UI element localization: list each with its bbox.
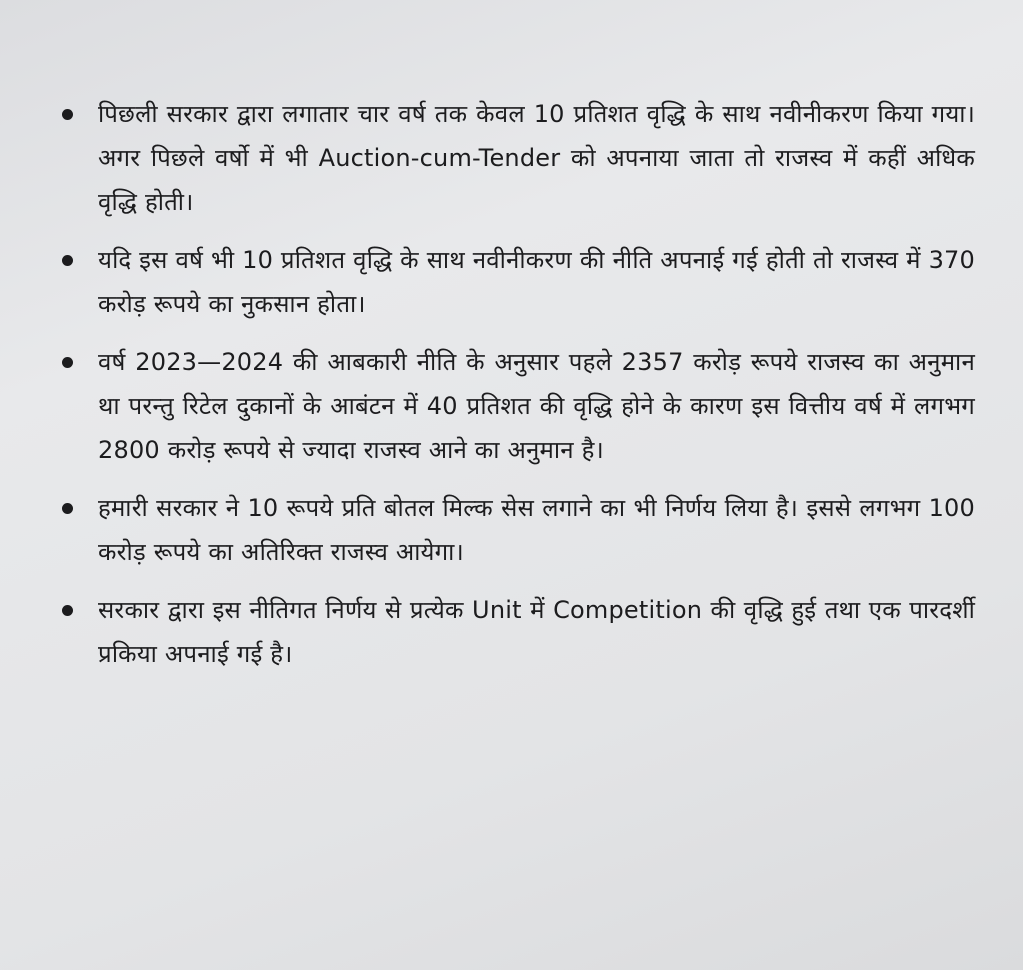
bullet-point-icon [62, 605, 73, 616]
bullet-list [60, 92, 975, 690]
bullet-point-icon [62, 503, 73, 514]
list-item [60, 238, 975, 326]
bullet-point-icon [62, 357, 73, 368]
list-item [60, 92, 975, 224]
bullet-text: हमारी सरकार ने 10 रूपये प्रति बोतल मिल्क सेस लगाने का भी निर्णय लिया है। इससे लगभग 100 करोड़ रूपये का अतिरिक्त राजस्व आयेगा। [98, 494, 975, 566]
list-item [60, 340, 975, 472]
bullet-point-icon [62, 255, 73, 266]
bullet-text: वर्ष 2023—2024 की आबकारी नीति के अनुसार पहले 2357 करोड़ रूपये राजस्व का अनुमान था परन्तु रिटेल दुकानों के आबंटन में 40 प्रतिशत की वृद्धि होने के कारण इस वित्तीय वर्ष में लगभग 2800 करोड़ रूपये से ज्यादा राजस्व आने का अनुमान है। [98, 348, 975, 464]
list-item [60, 588, 975, 676]
bullet-text: यदि इस वर्ष भी 10 प्रतिशत वृद्धि के साथ नवीनीकरण की नीति अपनाई गई होती तो राजस्व में 370 करोड़ रूपये का नुकसान होता। [98, 246, 975, 318]
list-item [60, 486, 975, 574]
bullet-text: सरकार द्वारा इस नीतिगत निर्णय से प्रत्येक Unit में Competition की वृद्धि हुई तथा एक पारदर्शी प्रकिया अपनाई गई है। [98, 596, 975, 668]
bullet-point-icon [62, 109, 73, 120]
bullet-text: पिछली सरकार द्वारा लगातार चार वर्ष तक केवल 10 प्रतिशत वृद्धि के साथ नवीनीकरण किया गया। अगर पिछले वर्षो में भी Auction-cum-Tender को अपनाया जाता तो राजस्व में कहीं अधिक वृद्धि होती। [98, 100, 975, 216]
